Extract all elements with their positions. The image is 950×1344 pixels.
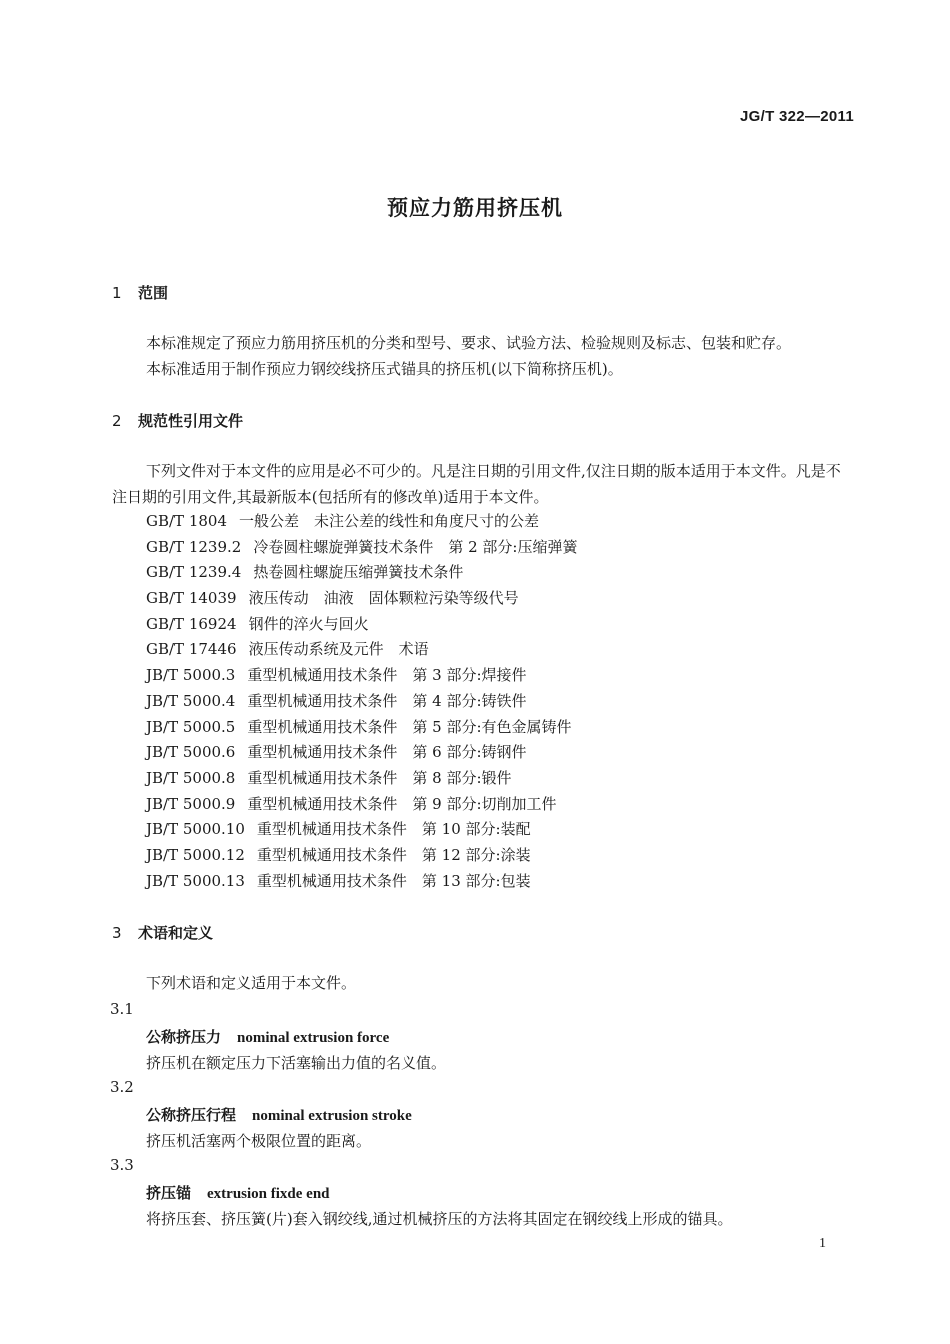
reference-item (146, 586, 577, 612)
reference-code: GB/T 16924 (146, 614, 237, 633)
term-number: 3.3 (110, 1156, 134, 1174)
section-3-heading (112, 922, 213, 943)
section-title: 规范性引用文件 (138, 412, 244, 430)
section-title: 术语和定义 (138, 924, 214, 942)
reference-title: 一般公差 未注公差的线性和角度尺寸的公差 (239, 512, 540, 530)
section-number: 3 (112, 924, 122, 942)
reference-code: GB/T 1239.4 (146, 563, 242, 582)
reference-item (146, 740, 577, 766)
section-title: 范围 (138, 284, 169, 302)
reference-title: 液压传动系统及元件 术语 (248, 640, 429, 659)
document-title: 预应力筋用挤压机 (387, 196, 563, 220)
term-name-en: nominal extrusion force (237, 1030, 390, 1046)
reference-code: JB/T 5000.4 (146, 691, 236, 710)
reference-title: 重型机械通用技术条件 第 10 部分:装配 (256, 820, 531, 839)
reference-item (146, 817, 577, 843)
standard-code: JG/T 322—2011 (740, 108, 854, 125)
reference-title: 热卷圆柱螺旋压缩弹簧技术条件 (253, 563, 464, 582)
normative-intro: 下列文件对于本文件的应用是必不可少的。凡是注日期的引用文件,仅注日期的版本适用于本文件。凡是不注日期的引用文件,其最新版本(包括所有的修改单)适用于本文件。 (112, 462, 841, 506)
term-name-en: nominal extrusion stroke (252, 1108, 412, 1124)
reference-item (146, 766, 577, 792)
terms-intro: 下列术语和定义适用于本文件。 (146, 974, 357, 992)
term-name-en: extrusion fixde end (207, 1186, 330, 1202)
reference-title: 重型机械通用技术条件 第 6 部分:铸钢件 (247, 743, 527, 762)
term-name-zh: 挤压锚 (146, 1184, 192, 1202)
term-definition: 将挤压套、挤压簧(片)套入钢绞线,通过机械挤压的方法将其固定在钢绞线上形成的锚具。 (146, 1210, 733, 1228)
section-2-heading (112, 410, 243, 431)
section-1-heading (112, 282, 168, 303)
section-number: 1 (112, 284, 122, 302)
term-name (146, 1182, 330, 1203)
scope-paragraph-2: 本标准适用于制作预应力钢绞线挤压式锚具的挤压机(以下简称挤压机)。 (146, 360, 623, 378)
reference-title: 重型机械通用技术条件 第 12 部分:涂装 (256, 845, 531, 864)
reference-item (146, 792, 577, 818)
term-definition: 挤压机活塞两个极限位置的距离。 (146, 1132, 372, 1150)
term-name-zh: 公称挤压行程 (146, 1106, 237, 1124)
reference-code: JB/T 5000.9 (146, 794, 236, 813)
term-number: 3.2 (110, 1078, 134, 1096)
term-definition: 挤压机在额定压力下活塞输出力值的名义值。 (146, 1054, 447, 1072)
reference-title: 液压传动 油液 固体颗粒污染等级代号 (248, 589, 519, 608)
term-name (146, 1104, 412, 1125)
reference-code: JB/T 5000.3 (146, 666, 236, 685)
reference-code: JB/T 5000.10 (146, 820, 245, 839)
reference-title: 重型机械通用技术条件 第 3 部分:焊接件 (247, 666, 527, 685)
reference-code: JB/T 5000.5 (146, 717, 236, 736)
reference-item (146, 869, 577, 895)
reference-item (146, 637, 577, 663)
reference-code: JB/T 5000.6 (146, 743, 236, 762)
reference-title: 重型机械通用技术条件 第 9 部分:切削加工件 (247, 794, 557, 813)
reference-item (146, 535, 577, 561)
reference-title: 重型机械通用技术条件 第 13 部分:包装 (256, 871, 531, 890)
page-number: 1 (819, 1236, 826, 1251)
reference-code: JB/T 5000.13 (146, 871, 245, 890)
reference-item (146, 715, 577, 741)
reference-code: GB/T 17446 (146, 640, 237, 659)
reference-title: 重型机械通用技术条件 第 4 部分:铸铁件 (247, 691, 527, 710)
reference-title: 钢件的淬火与回火 (248, 614, 369, 633)
reference-code: JB/T 5000.12 (146, 845, 245, 864)
reference-item (146, 560, 577, 586)
section-number: 2 (112, 412, 122, 430)
scope-paragraph-1: 本标准规定了预应力筋用挤压机的分类和型号、要求、试验方法、检验规则及标志、包装和贮存。 (146, 334, 792, 352)
reference-code: GB/T 1239.2 (146, 537, 242, 556)
reference-item (146, 689, 577, 715)
reference-item (146, 509, 577, 535)
reference-title: 重型机械通用技术条件 第 8 部分:锻件 (247, 768, 512, 787)
reference-list (146, 509, 577, 894)
reference-item (146, 663, 577, 689)
term-name-zh: 公称挤压力 (146, 1028, 222, 1046)
reference-code: JB/T 5000.8 (146, 768, 236, 787)
term-number: 3.1 (110, 1000, 134, 1018)
term-name (146, 1026, 389, 1047)
reference-code: GB/T 14039 (146, 589, 237, 608)
reference-code: GB/T 1804 (146, 512, 228, 530)
reference-item (146, 843, 577, 869)
reference-item (146, 612, 577, 638)
reference-title: 冷卷圆柱螺旋弹簧技术条件 第 2 部分:压缩弹簧 (253, 537, 578, 556)
reference-title: 重型机械通用技术条件 第 5 部分:有色金属铸件 (247, 717, 572, 736)
